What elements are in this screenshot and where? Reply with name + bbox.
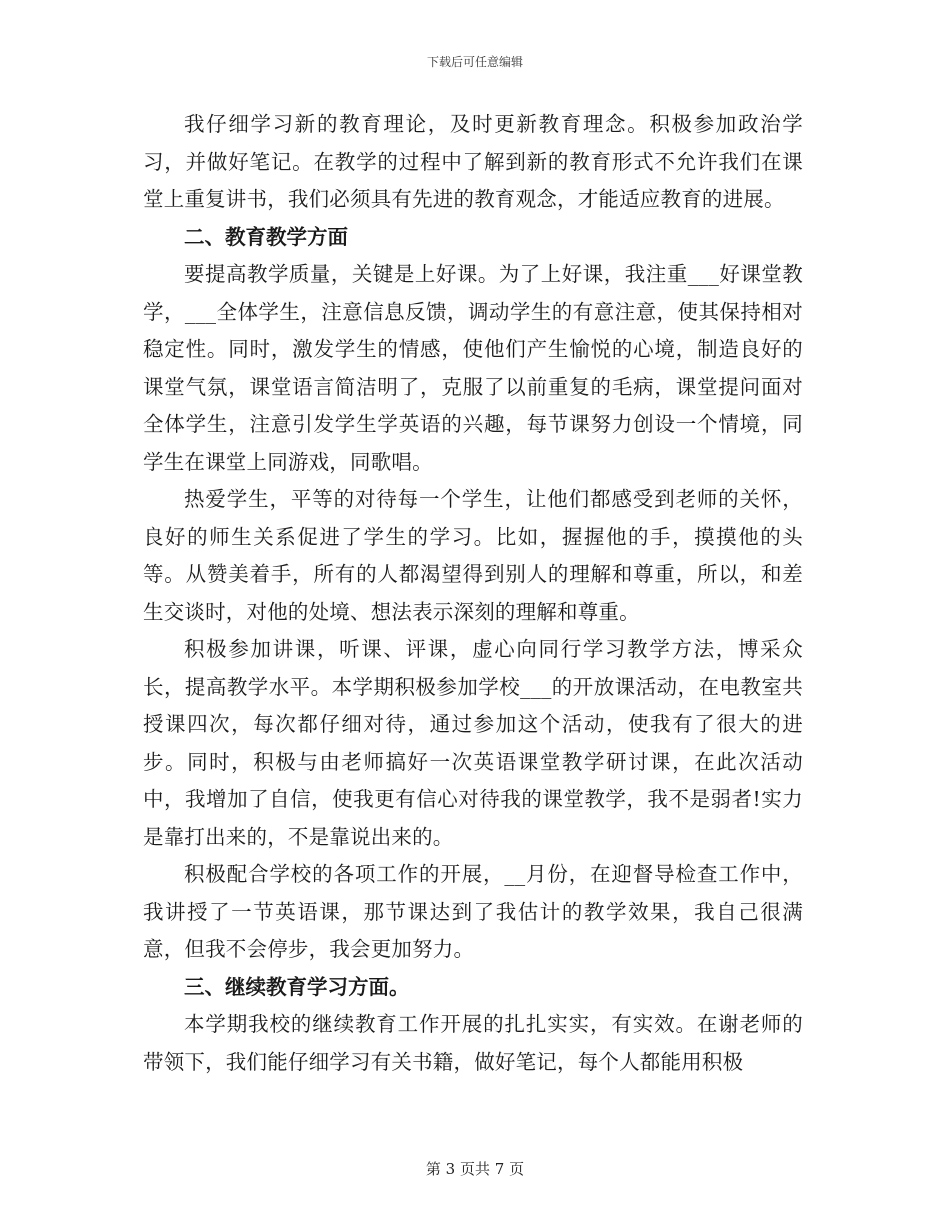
paragraph-6: 本学期我校的继续教育工作开展的扎扎实实，有实效。在谢老师的带领下，我们能仔细学习有关书籍，做好笔记，每个人都能用积极 — [143, 1012, 803, 1074]
paragraph-5: 积极配合学校的各项工作的开展，__月份，在迎督导检查工作中，我讲授了一节英语课，那节课达到了我估计的教学效果，我自己很满意，但我不会停步，我会更加努力。 — [143, 862, 803, 961]
paragraph-3: 热爱学生，平等的对待每一个学生，让他们都感受到老师的关怀，良好的师生关系促进了学生的学习。比如，握握他的手，摸摸他的头等。从赞美着手，所有的人都渴望得到别人的理解和尊重，所以，和差生交谈时，对他的处境、想法表示深刻的理解和尊重。 — [143, 487, 803, 624]
paragraph-1: 我仔细学习新的教育理论，及时更新教育理念。积极参加政治学习，并做好笔记。在教学的过程中了解到新的教育形式不允许我们在课堂上重复讲书，我们必须具有先进的教育观念，才能适应教育的进展。 — [143, 112, 803, 211]
page-header-note: 下载后可任意编辑 — [426, 55, 523, 69]
paragraph-4: 积极参加讲课，听课、评课，虚心向同行学习教学方法，博采众长，提高教学水平。本学期积极参加学校___的开放课活动，在电教室共授课四次，每次都仔细对待，通过参加这个活动，使我有了很大的进步。同时，积极与由老师搞好一次英语课堂教学研讨课，在此次活动中，我增加了自信，使我更有信心对待我的课堂教学，我不是弱者!实力是靠打出来的，不是靠说出来的。 — [143, 637, 803, 849]
document-body — [143, 106, 803, 1081]
section-heading-2: 二、教育教学方面 — [184, 224, 348, 249]
paragraph-2: 要提高教学质量，关键是上好课。为了上好课，我注重___好课堂教学，___全体学生，注意信息反馈，调动学生的有意注意，使其保持相对稳定性。同时，激发学生的情感，使他们产生愉悦的心境，制造良好的课堂气氛，课堂语言简洁明了，克服了以前重复的毛病，课堂提问面对全体学生，注意引发学生学英语的兴趣，每节课努力创设一个情境，同学生在课堂上同游戏，同歌唱。 — [143, 262, 803, 474]
page-number-footer: 第 3 页共 7 页 — [425, 1160, 525, 1178]
section-heading-3: 三、继续教育学习方面。 — [184, 974, 410, 999]
